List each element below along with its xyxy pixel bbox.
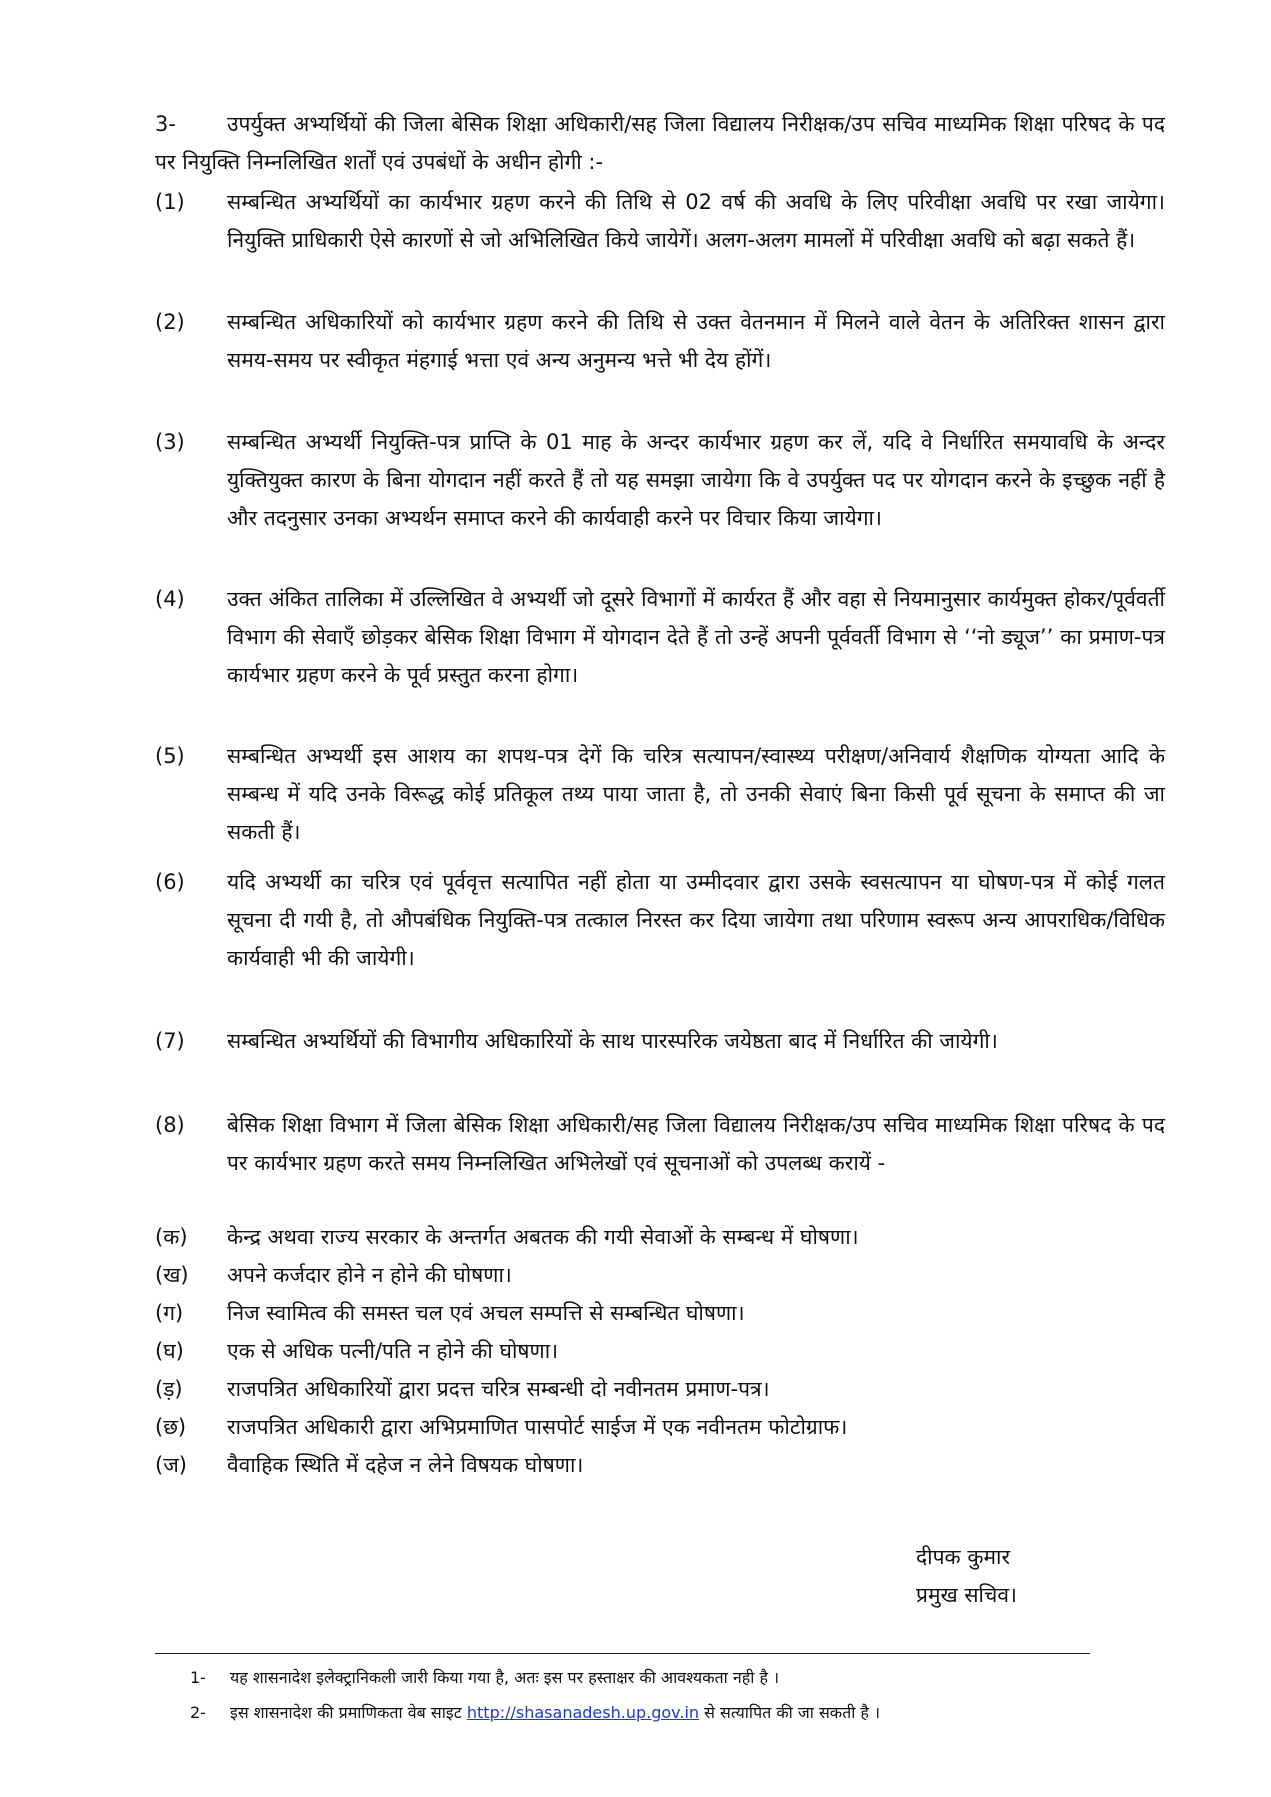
condition-text: सम्बन्धित अधिकारियों को कार्यभार ग्रहण करने की तिथि से उक्त वेतनमान में मिलने वाले वेतन के अतिरिक्त शासन द्वारा समय-समय पर स्वीकृत मंहगाई भत्ता एवं अन्य अनुमन्य भत्ते भी देय होंगें। <box>227 310 1165 372</box>
clause-number: 3- <box>155 112 176 136</box>
document-list-item <box>155 1370 1165 1408</box>
condition-text: सम्बन्धित अभ्यर्थी नियुक्ति-पत्र प्राप्ति के 01 माह के अन्दर कार्यभार ग्रहण कर लें, यदि वे निर्धारित समयावधि के अन्दर युक्तियुक्त कारण के बिना योगदान नहीं करते हैं तो यह समझा जायेगा कि वे उपर्युक्त पद पर योगदान करने के इच्छुक नहीं है और तदनुसार उनका अभ्यर्थन समाप्त करने की कार्यवाही करने पर विचार किया जायेगा। <box>227 430 1165 530</box>
condition-item <box>155 1022 1165 1060</box>
list-text: वैवाहिक स्थिति में दहेज न लेने विषयक घोषणा। <box>227 1453 584 1477</box>
condition-number: (8) <box>155 1113 185 1137</box>
list-marker: (घ) <box>155 1339 184 1363</box>
list-marker: (ग) <box>155 1301 184 1325</box>
signature-block <box>916 1538 1017 1614</box>
condition-item <box>155 737 1165 851</box>
condition-number: (1) <box>155 190 185 214</box>
condition-number: (6) <box>155 870 185 894</box>
footnote-divider <box>155 1653 1090 1654</box>
document-list-item <box>155 1218 1165 1256</box>
list-text: अपने कर्जदार होने न होने की घोषणा। <box>227 1263 512 1287</box>
condition-item <box>155 580 1165 694</box>
shasanadesh-website-link[interactable]: http://shasanadesh.up.gov.in <box>466 1703 700 1722</box>
condition-number: (7) <box>155 1029 185 1053</box>
clause-3 <box>155 105 1165 181</box>
condition-text: बेसिक शिक्षा विभाग में जिला बेसिक शिक्षा अधिकारी/सह जिला विद्यालय निरीक्षक/उप सचिव माध्यमिक शिक्षा परिषद के पद पर कार्यभार ग्रहण करते समय निम्नलिखित अभिलेखों एवं सूचनाओं को उपलब्ध करायें - <box>227 1113 1165 1175</box>
footnote-1 <box>190 1667 1150 1689</box>
clause-text: उपर्युक्त अभ्यर्थियों की जिला बेसिक शिक्षा अधिकारी/सह जिला विद्यालय निरीक्षक/उप सचिव माध्यमिक शिक्षा परिषद के पद पर नियुक्ति निम्नलिखित शर्तों एवं उपबंधों के अधीन होगी :- <box>155 112 1165 174</box>
condition-text: सम्बन्धित अभ्यर्थियों की विभागीय अधिकारियों के साथ पारस्परिक जयेष्ठता बाद में निर्धारित की जायेगी। <box>227 1029 998 1053</box>
footnote-number: 2- <box>190 1703 206 1722</box>
condition-item <box>155 303 1165 379</box>
signatory-designation: प्रमुख सचिव। <box>916 1583 1017 1607</box>
condition-item <box>155 183 1165 259</box>
footnote-text: से सत्यापित की जा सकती है । <box>704 1703 881 1722</box>
condition-number: (4) <box>155 587 185 611</box>
condition-number: (3) <box>155 430 185 454</box>
condition-item <box>155 863 1165 977</box>
list-marker: (क) <box>155 1225 188 1249</box>
list-marker: (छ) <box>155 1415 187 1439</box>
footnote-text: इस शासनादेश की प्रमाणिकता वेब साइट <box>230 1703 462 1722</box>
list-marker: (ड़) <box>155 1377 183 1401</box>
list-text: केन्द्र अथवा राज्य सरकार के अन्तर्गत अबतक की गयी सेवाओं के सम्बन्ध में घोषणा। <box>227 1225 859 1249</box>
list-marker: (ज) <box>155 1453 187 1477</box>
document-list-item <box>155 1332 1165 1370</box>
condition-text: उक्त अंकित तालिका में उल्लिखित वे अभ्यर्थी जो दूसरे विभागों में कार्यरत हैं और वहा से नियमानुसार कार्यमुक्त होकर/पूर्ववर्ती विभाग की सेवाएँ छोड़कर बेसिक शिक्षा विभाग में योगदान देते हैं तो उन्हें अपनी पूर्ववर्ती विभाग से ‘‘नो ड्यूज’’ का प्रमाण-पत्र कार्यभार ग्रहण करने के पूर्व प्रस्तुत करना होगा। <box>227 587 1165 687</box>
condition-text: यदि अभ्यर्थी का चरित्र एवं पूर्ववृत्त सत्यापित नहीं होता या उम्मीदवार द्वारा उसके स्वसत्यापन या घोषण-पत्र में कोई गलत सूचना दी गयी है, तो औपबंधिक नियुक्ति-पत्र तत्काल निरस्त कर दिया जायेगा तथा परिणाम स्वरूप अन्य आपराधिक/विधिक कार्यवाही भी की जायेगी। <box>227 870 1165 970</box>
condition-text: सम्बन्धित अभ्यर्थी इस आशय का शपथ-पत्र देगें कि चरित्र सत्यापन/स्वास्थ्य परीक्षण/अनिवार्य शैक्षणिक योग्यता आदि के सम्बन्ध में यदि उनके विरूद्ध कोई प्रतिकूल तथ्य पाया जाता है, तो उनकी सेवाएं बिना किसी पूर्व सूचना के समाप्त की जा सकती हैं। <box>227 744 1165 844</box>
document-list-item <box>155 1408 1165 1446</box>
list-text: राजपत्रित अधिकारी द्वारा अभिप्रमाणित पासपोर्ट साईज में एक नवीनतम फोटोग्राफ। <box>227 1415 848 1439</box>
document-list-item <box>155 1446 1165 1484</box>
condition-number: (5) <box>155 744 185 768</box>
list-marker: (ख) <box>155 1263 189 1287</box>
condition-number: (2) <box>155 310 185 334</box>
list-text: निज स्वामित्व की समस्त चल एवं अचल सम्पत्ति से सम्बन्धित घोषणा। <box>227 1301 745 1325</box>
condition-item <box>155 1106 1165 1182</box>
document-list-item <box>155 1256 1165 1294</box>
document-list-item <box>155 1294 1165 1332</box>
footnote-number: 1- <box>190 1668 206 1687</box>
footnote-2 <box>190 1702 1150 1724</box>
list-text: राजपत्रित अधिकारियों द्वारा प्रदत्त चरित्र सम्बन्धी दो नवीनतम प्रमाण-पत्र। <box>227 1377 770 1401</box>
list-text: एक से अधिक पत्नी/पति न होने की घोषणा। <box>227 1339 559 1363</box>
condition-text: सम्बन्धित अभ्यर्थियों का कार्यभार ग्रहण करने की तिथि से 02 वर्ष की अवधि के लिए परिवीक्षा अवधि पर रखा जायेगा। नियुक्ति प्राधिकारी ऐसे कारणों से जो अभिलिखित किये जायेगें। अलग-अलग मामलों में परिवीक्षा अवधि को बढ़ा सकते हैं। <box>227 190 1165 252</box>
condition-item <box>155 423 1165 537</box>
signatory-name: दीपक कुमार <box>916 1545 1011 1569</box>
footnote-text: यह शासनादेश इलेक्ट्रानिकली जारी किया गया है, अतः इस पर हस्ताक्षर की आवश्यकता नही है । <box>230 1668 780 1687</box>
